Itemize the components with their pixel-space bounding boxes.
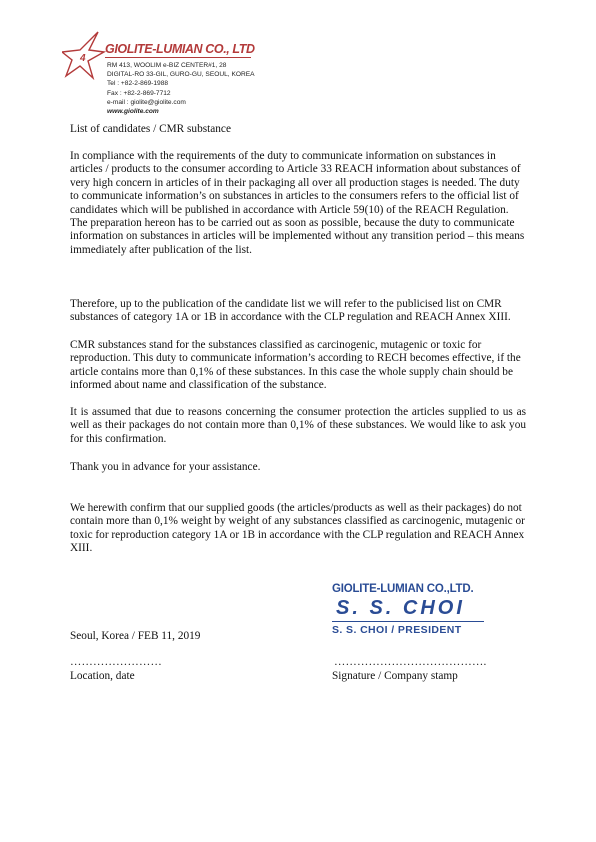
letterhead-address-block xyxy=(107,61,277,116)
address-line-1: RM 413, WOOLIM e-BIZ CENTER#1, 28 xyxy=(107,62,227,69)
letter-subject: List of candidates / CMR substance xyxy=(70,123,231,135)
letterhead-company-name: GIOLITE-LUMIAN CO., LTD xyxy=(105,42,255,56)
stamp-divider xyxy=(332,621,484,622)
place-and-date: Seoul, Korea / FEB 11, 2019 xyxy=(70,630,201,642)
address-line-2: DIGITAL-RO 33-GIL, GURO-GU, SEOUL, KOREA xyxy=(107,71,255,79)
paragraph-compliance: In compliance with the requirements of the duty to communicate information on substances in articles / products to the consumer according to Article 33 REACH information about substances of very high concern in articles of in their packaging all over all production stages is needed. The duty to communicate information’s on substances in articles to the consumers refers to the official list of candidates which will be published in accordance with Article 59(10) of the REACH Regulation. The preparation hereon has to be carried out as soon as possible, because the duty to communicate information on substances in articles will be implemented without any transition period – this means immediately after publication of the list. xyxy=(70,150,525,256)
paragraph-declaration: We herewith confirm that our supplied goods (the articles/products as well as their packages) do not contain more than 0,1% weight by weight of any substances classified as carcinogenic, mutagenic or toxic for reproduction category 1A or 1B in accordance with the CLP regulation and REACH Annex XIII. xyxy=(70,502,525,555)
website: www.giolite.com xyxy=(107,108,159,116)
letterhead-divider xyxy=(105,57,251,58)
paragraph-thanks: Thank you in advance for your assistance. xyxy=(70,461,261,473)
handwritten-signature: S. S. CHOI xyxy=(336,597,465,619)
fax: Fax : +82-2-869-7712 xyxy=(107,89,171,97)
email: e-mail : giolite@giolite.com xyxy=(107,98,186,106)
paragraph-candidate-list: Therefore, up to the publication of the candidate list we will refer to the publicised list on CMR substances of category 1A or 1B in accordance with the CLP regulation and REACH Annex XIII. xyxy=(70,298,511,324)
signature-line: …………………………………. xyxy=(334,656,487,668)
signature-stamp-label: Signature / Company stamp xyxy=(332,670,458,682)
stamp-company-name: GIOLITE-LUMIAN CO.,LTD. xyxy=(332,583,474,595)
telephone: Tel : +82-2-869-1988 xyxy=(107,80,169,88)
location-date-line: …………………… xyxy=(70,656,162,668)
location-date-label: Location, date xyxy=(70,670,135,682)
svg-text:4: 4 xyxy=(80,53,86,64)
company-logo-star xyxy=(62,30,106,80)
stamp-signatory-title: S. S. CHOI / PRESIDENT xyxy=(332,624,462,636)
company-stamp xyxy=(332,583,492,636)
paragraph-confirmation-request: It is assumed that due to reasons concerning the consumer protection the articles supplied to us as well as their packages do not contain more than 0,1% of these substances. We would like to ask you for this confirmation. xyxy=(70,406,526,445)
paragraph-cmr-definition: CMR substances stand for the substances classified as carcinogenic, mutagenic or toxic for reproduction. This duty to communicate information’s according to RECH becomes effective, if the article contains more than 0,1% of these substances. In this case the whole supply chain should be informed about name and classification of the substance. xyxy=(70,339,521,392)
